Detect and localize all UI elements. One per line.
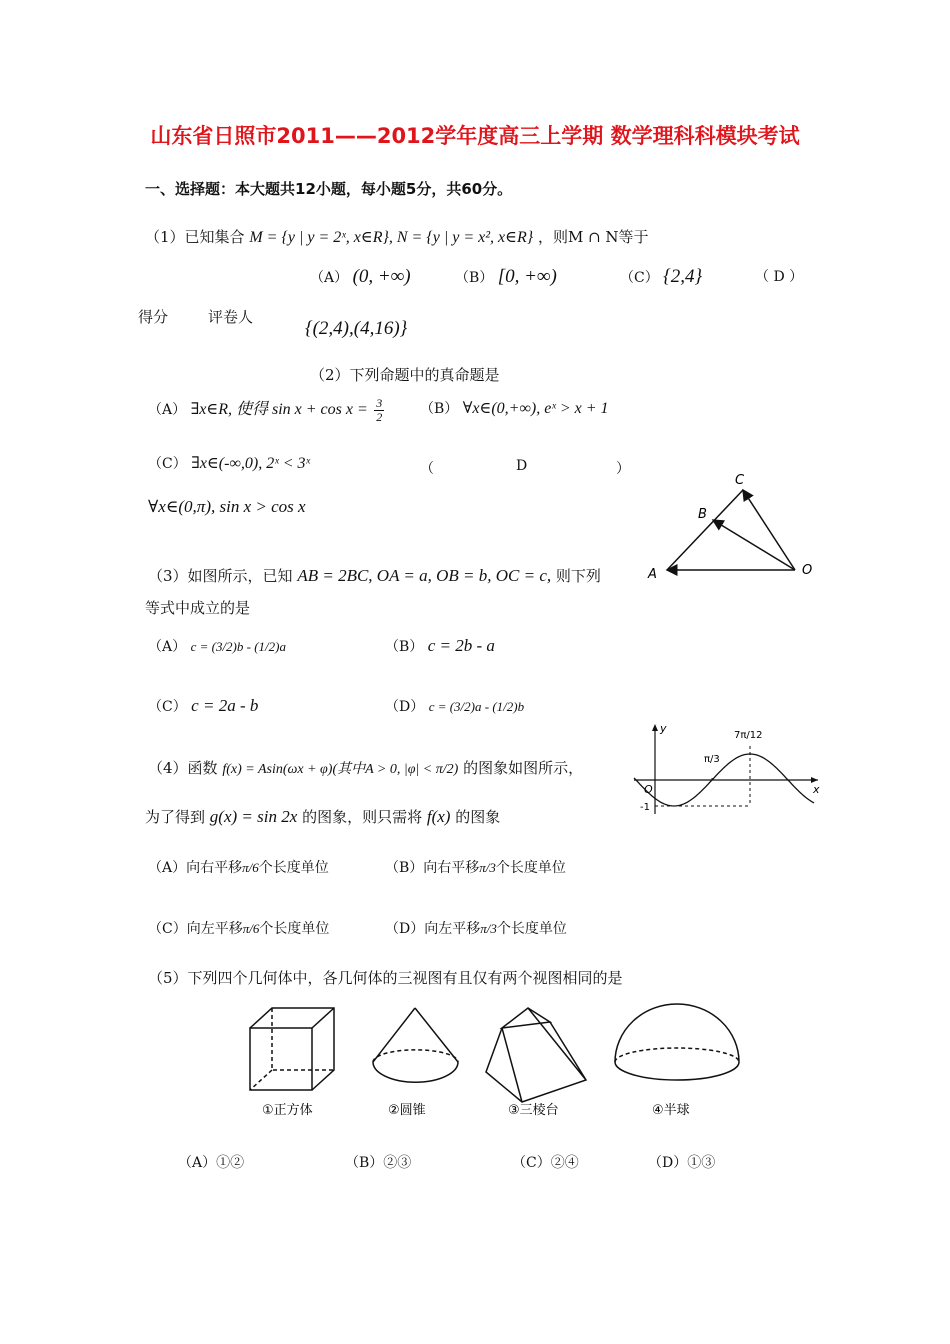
label-b: B — [698, 507, 707, 522]
frustum-drawing — [486, 1008, 586, 1102]
q4-line2-math: g(x) = sin 2x — [209, 807, 298, 826]
q4-b-frac: π/3 — [479, 860, 496, 875]
q4-d-label: （D）向左平移 — [385, 921, 481, 937]
q5-option-a: （A）①② — [178, 1155, 245, 1171]
q4-b-tail: 个长度单位 — [495, 860, 566, 876]
q4-option-b — [385, 857, 566, 877]
shape-label-1: ①正方体 — [262, 1103, 313, 1118]
q4-line2b: 的图象，则只需将 — [302, 808, 423, 826]
solids-figure — [240, 1000, 750, 1130]
q3-d-label: （D） — [385, 699, 425, 715]
q4-option-d — [385, 918, 567, 938]
q1-math: M = {y | y = 2ˣ, x∈R}, N = {y | y = x², x∈R} — [249, 229, 534, 246]
q2-c-label: （C） — [148, 456, 187, 472]
q1-tail: ，则M ∩ N等于 — [537, 228, 649, 246]
score-label: 得分 — [138, 308, 169, 326]
question-2: （2）下列命题中的真命题是 — [310, 366, 500, 384]
page-title: 山东省日照市2011——2012学年度高三上学期 数学理科科模块考试 — [150, 124, 800, 148]
q4-line2 — [145, 806, 500, 827]
q2-d-math: ∀x∈(0,π), sin x > cos x — [148, 497, 306, 516]
q3-b-label: （B） — [385, 639, 424, 655]
vector-ob — [713, 520, 795, 570]
q3-d-math: c = (3/2)a - (1/2)b — [428, 699, 525, 714]
label-o: O — [802, 563, 813, 578]
q3-line2: 等式中成立的是 — [145, 599, 251, 617]
q3-option-d — [385, 696, 524, 716]
q4-option-c — [148, 918, 329, 938]
q4-d-tail: 个长度单位 — [496, 921, 567, 937]
vector-triangle-figure — [640, 468, 820, 588]
q4-option-a — [148, 857, 329, 877]
q1-b-label: （B） — [455, 270, 494, 286]
q1-option-a — [310, 266, 411, 288]
q3-stem: （3）如图所示，已知 — [148, 567, 293, 585]
q1-d-math: {(2,4),(4,16)} — [305, 318, 408, 339]
q1-option-c — [620, 266, 702, 288]
q3-c-math: c = 2a - b — [191, 696, 259, 715]
q1-c-math: {2,4} — [663, 266, 703, 287]
q4-b-label: （B）向右平移 — [385, 860, 480, 876]
q4-a-tail: 个长度单位 — [258, 860, 329, 876]
q4-d-frac: π/3 — [480, 921, 497, 936]
question-4 — [148, 757, 583, 778]
q3-tail: 则下列 — [555, 567, 601, 585]
graph-tick-pi3: π/3 — [704, 754, 720, 765]
q4-stem: （4）函数 — [148, 759, 218, 777]
q5-option-c: （C）②④ — [512, 1155, 579, 1171]
q4-c-tail: 个长度单位 — [259, 921, 330, 937]
shape-label-4: ④半球 — [652, 1103, 690, 1118]
q4-math: f(x) = Asin(ωx + φ)(其中A > 0, |φ| < π/2) — [222, 762, 459, 777]
q4-a-label: （A）向右平移 — [148, 860, 243, 876]
label-c: C — [735, 473, 745, 488]
q1-b-math: [0, +∞) — [497, 266, 557, 287]
vector-oc — [743, 490, 795, 570]
shape-label-2: ②圆锥 — [388, 1103, 426, 1118]
cone-drawing — [373, 1008, 458, 1082]
q3-a-math: c = (3/2)b - (1/2)a — [190, 639, 286, 654]
q2-a-math: ∃x∈R, 使得 sin x + cos x = — [190, 401, 368, 418]
segment-ac — [667, 490, 743, 570]
q1-a-label: （A） — [310, 270, 349, 286]
q2-b-label: （B） — [420, 401, 459, 417]
q2-option-a — [148, 396, 386, 424]
q3-math: AB = 2BC, OA = a, OB = b, OC = c, — [297, 566, 552, 585]
q4-line2c: 的图象 — [455, 808, 501, 826]
section-heading: 一、选择题：本大题共12小题，每小题5分，共60分。 — [145, 180, 513, 198]
q2-option-b — [420, 398, 609, 418]
question-3 — [148, 565, 601, 586]
q1-a-math: (0, +∞) — [352, 266, 411, 287]
q2-option-d-label: （ D ） — [420, 458, 630, 477]
q3-c-label: （C） — [148, 699, 187, 715]
sine-graph-figure — [630, 718, 825, 818]
q1-option-b — [455, 266, 557, 288]
q3-option-b — [385, 636, 495, 656]
q3-a-label: （A） — [148, 639, 187, 655]
graph-y-label: y — [660, 722, 667, 735]
question-5: （5）下列四个几何体中，各几何体的三视图有且仅有两个视图相同的是 — [148, 969, 623, 987]
q5-option-d: （D）①③ — [648, 1155, 716, 1171]
q4-line2-math2: f(x) — [426, 807, 451, 826]
q4-tail: 的图象如图所示， — [463, 759, 584, 777]
q1-option-d-label: （ D ） — [755, 269, 804, 285]
q2-a-frac-num: 3 — [376, 395, 383, 410]
hemisphere-drawing — [615, 1004, 739, 1080]
q4-a-frac: π/6 — [242, 860, 259, 875]
q4-c-frac: π/6 — [242, 921, 260, 936]
shape-label-3: ③三棱台 — [508, 1103, 559, 1118]
q2-a-label: （A） — [148, 402, 187, 418]
q2-option-c — [148, 453, 310, 473]
grader-label: 评卷人 — [208, 308, 254, 326]
q3-option-a — [148, 636, 286, 656]
q4-c-label: （C）向左平移 — [148, 921, 243, 937]
q4-line2a: 为了得到 — [145, 808, 206, 826]
graph-origin-label: O — [644, 783, 653, 796]
label-a: A — [648, 567, 657, 582]
graph-minus1-label: -1 — [640, 802, 650, 813]
q3-option-c — [148, 696, 258, 716]
graph-tick-7pi12: 7π/12 — [734, 730, 763, 741]
graph-x-label: x — [813, 783, 820, 796]
q1-c-label: （C） — [620, 270, 659, 286]
cube-drawing — [250, 1008, 334, 1090]
q3-b-math: c = 2b - a — [427, 636, 495, 655]
q1-stem: （1）已知集合 — [145, 228, 245, 246]
q2-c-math: ∃x∈(-∞,0), 2ˣ < 3ˣ — [191, 455, 311, 472]
q5-option-b: （B）②③ — [345, 1155, 412, 1171]
q2-b-math: ∀x∈(0,+∞), eˣ > x + 1 — [462, 400, 609, 417]
q2-a-frac-den: 2 — [376, 409, 383, 424]
question-1 — [145, 226, 649, 247]
